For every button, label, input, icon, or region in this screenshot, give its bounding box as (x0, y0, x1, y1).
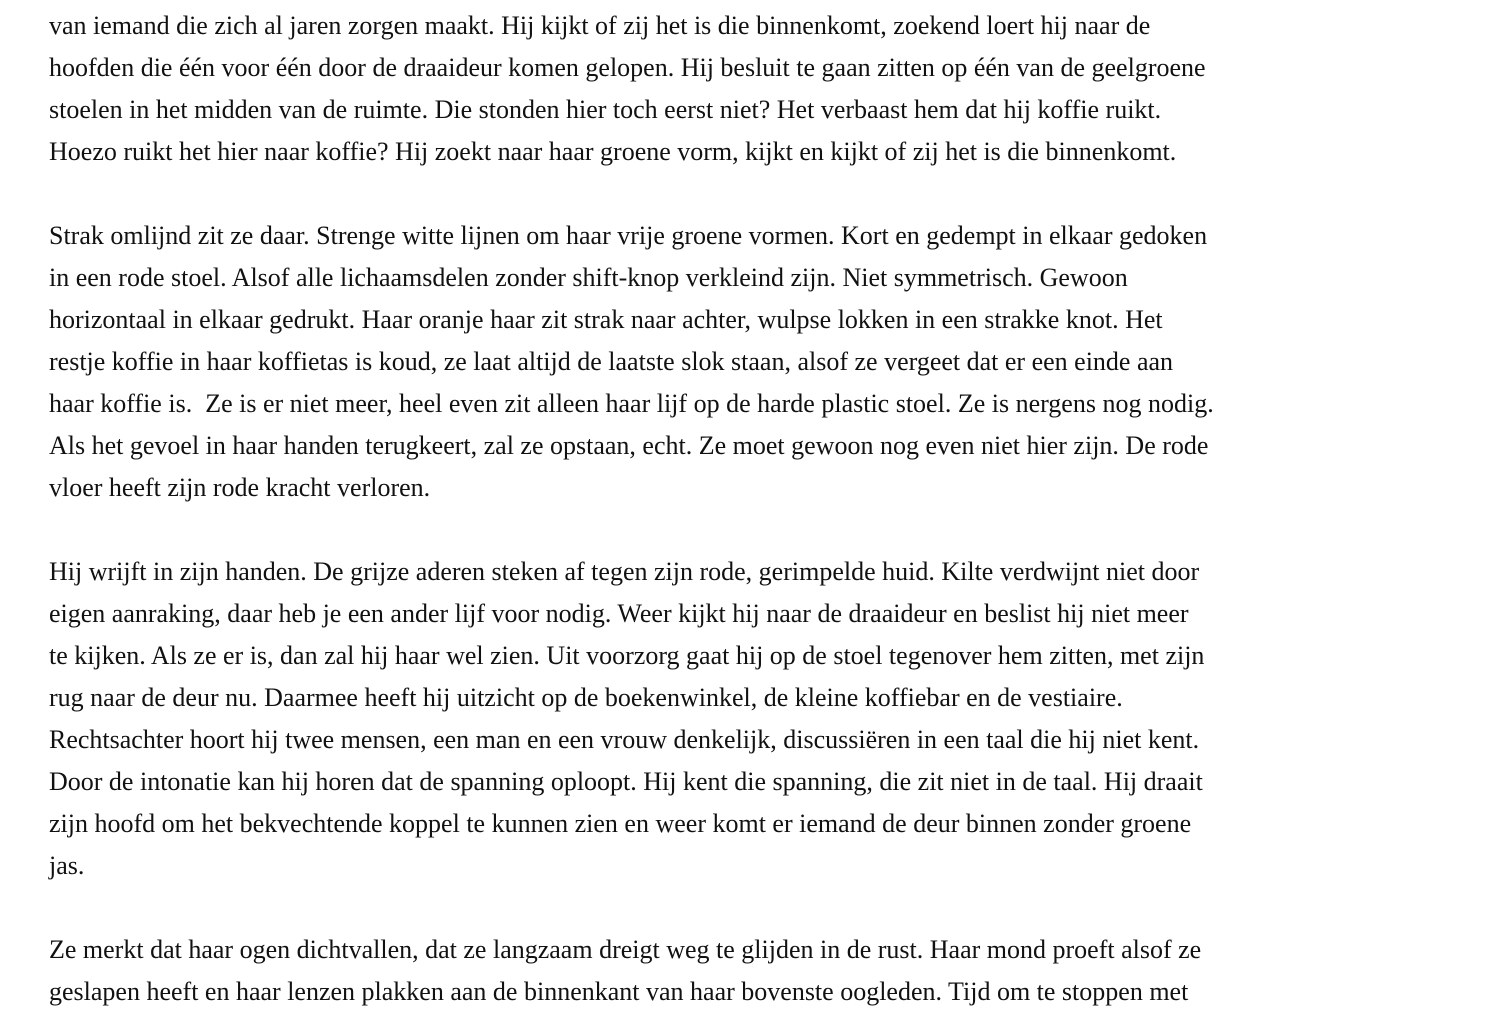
text-line: horizontaal in elkaar gedrukt. Haar oranje haar zit strak naar achter, wulpse lokken in een strakke knot. Het (49, 305, 1163, 334)
text-line: hoofden die één voor één door de draaideur komen gelopen. Hij besluit te gaan zitten op één van de geelgroene (49, 53, 1206, 82)
paragraph-spacer (49, 509, 1449, 551)
text-line: restje koffie in haar koffietas is koud, ze laat altijd de laatste slok staan, alsof ze vergeet dat er een einde aan (49, 347, 1174, 376)
text-line: rug naar de deur nu. Daarmee heeft hij uitzicht op de boekenwinkel, de kleine koffiebar en de vestiaire. (49, 683, 1123, 712)
text-line: jas. (49, 851, 85, 880)
text-line: van iemand die zich al jaren zorgen maakt. Hij kijkt of zij het is die binnenkomt, zoekend loert hij naar de (49, 11, 1151, 40)
article-body (49, 5, 1449, 1013)
text-line: zijn hoofd om het bekvechtende koppel te kunnen zien en weer komt er iemand de deur binnen zonder groene (49, 809, 1192, 838)
text-line: Door de intonatie kan hij horen dat de spanning oploopt. Hij kent die spanning, die zit niet in de taal. Hij draait (49, 767, 1203, 796)
text-line: Hij wrijft in zijn handen. De grijze aderen steken af tegen zijn rode, gerimpelde huid. Kilte verdwijnt niet door (49, 557, 1200, 586)
paragraph-4 (49, 929, 1449, 1013)
paragraph-2 (49, 215, 1449, 509)
paragraph-3 (49, 551, 1449, 887)
text-line: in een rode stoel. Alsof alle lichaamsdelen zonder shift-knop verkleind zijn. Niet symmetrisch. Gewoon (49, 263, 1128, 292)
paragraph-spacer (49, 887, 1449, 929)
text-line: Strak omlijnd zit ze daar. Strenge witte lijnen om haar vrije groene vormen. Kort en gedempt in elkaar gedoken (49, 221, 1208, 250)
text-line: haar koffie is. Ze is er niet meer, heel even zit alleen haar lijf op de harde plastic stoel. Ze is nergens nog nodig. (49, 389, 1214, 418)
text-line: vloer heeft zijn rode kracht verloren. (49, 473, 431, 502)
text-line: Als het gevoel in haar handen terugkeert, zal ze opstaan, echt. Ze moet gewoon nog even niet hier zijn. De rode (49, 431, 1209, 460)
text-line: Ze merkt dat haar ogen dichtvallen, dat ze langzaam dreigt weg te glijden in de rust. Haar mond proeft alsof ze (49, 935, 1202, 964)
text-line: eigen aanraking, daar heb je een ander lijf voor nodig. Weer kijkt hij naar de draaideur en beslist hij niet meer (49, 599, 1189, 628)
text-line: geslapen heeft en haar lenzen plakken aan de binnenkant van haar bovenste oogleden. Tijd om te stoppen met (49, 977, 1189, 1006)
text-line: te kijken. Als ze er is, dan zal hij haar wel zien. Uit voorzorg gaat hij op de stoel tegenover hem zitten, met zijn (49, 641, 1205, 670)
paragraph-1 (49, 5, 1449, 173)
text-line: stoelen in het midden van de ruimte. Die stonden hier toch eerst niet? Het verbaast hem dat hij koffie ruikt. (49, 95, 1162, 124)
text-line: Hoezo ruikt het hier naar koffie? Hij zoekt naar haar groene vorm, kijkt en kijkt of zij het is die binnenkomt. (49, 137, 1177, 166)
paragraph-spacer (49, 173, 1449, 215)
text-line: Rechtsachter hoort hij twee mensen, een man en een vrouw denkelijk, discussiëren in een taal die hij niet kent. (49, 725, 1200, 754)
